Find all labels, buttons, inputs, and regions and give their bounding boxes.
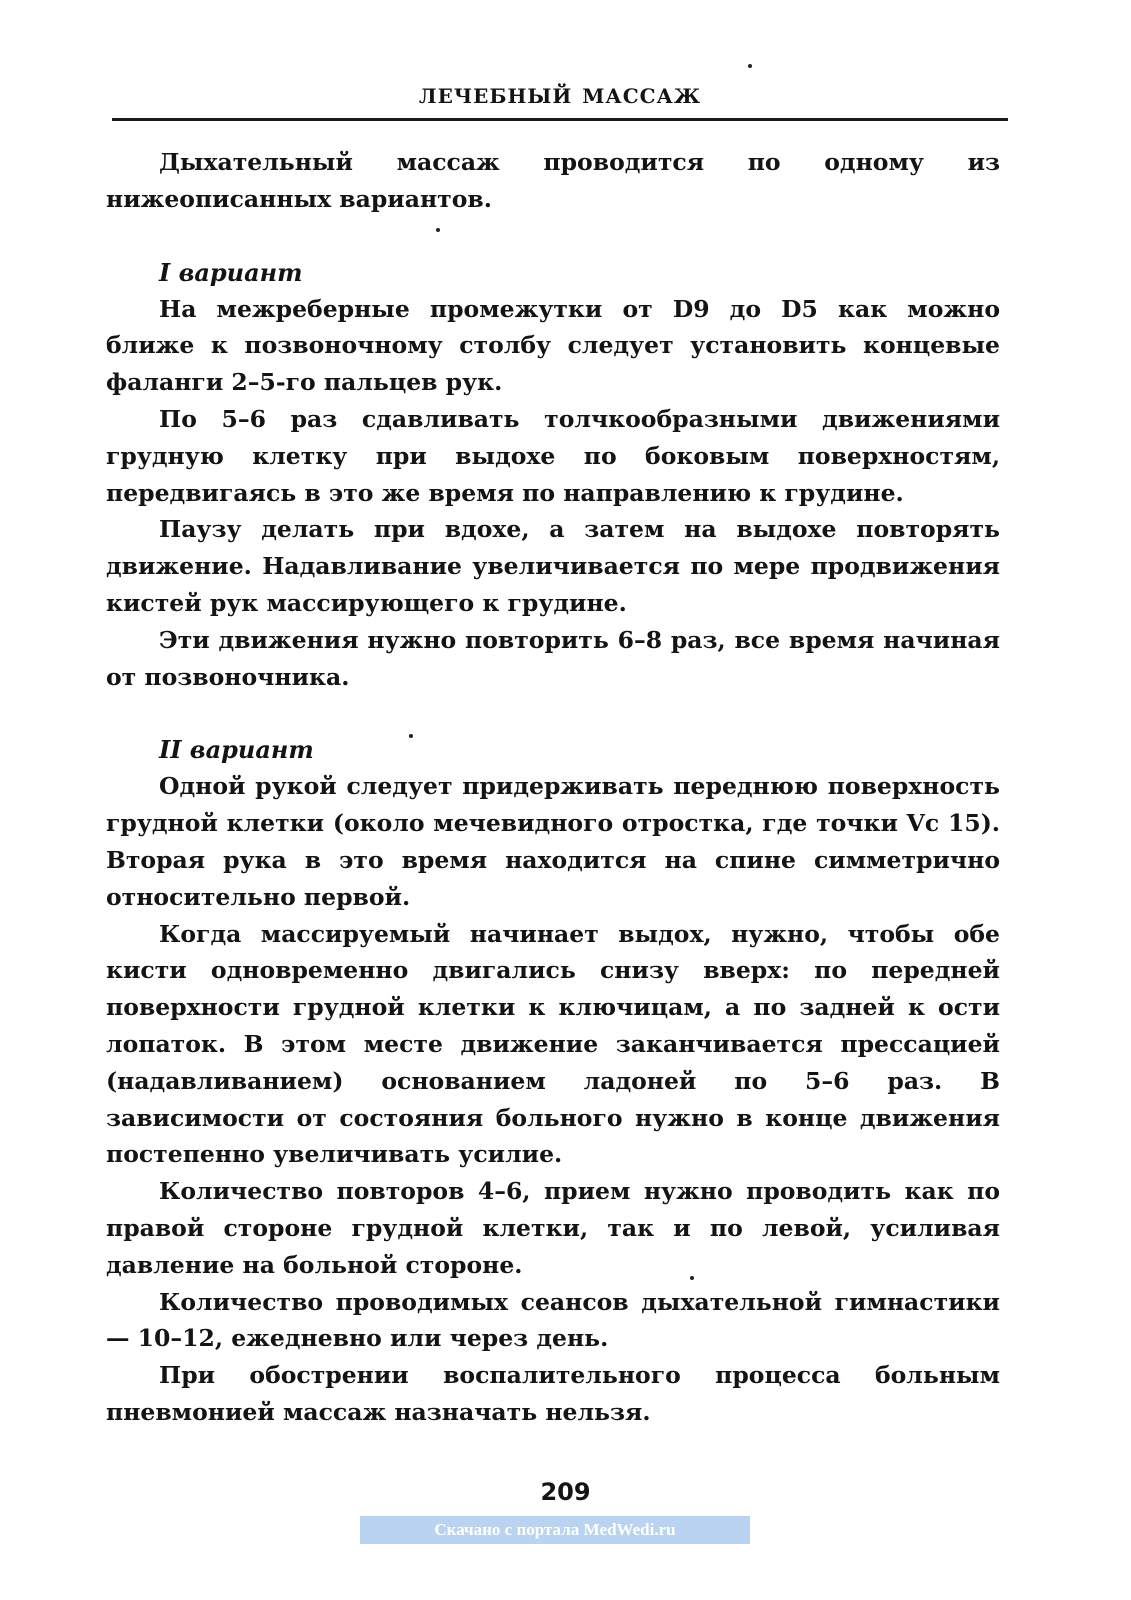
main-text	[106, 144, 1000, 1431]
page-number: 209	[540, 1478, 591, 1506]
variant-2-paragraph: Одной рукой следует придерживать переднюю поверхность грудной клетки (около мечевидного отростка, где точки Vc 15). Вторая рука в это время находится на спине симметрично относительно первой.	[106, 772, 1000, 911]
variant-1-paragraph: По 5–6 раз сдавливать толчкообразными движениями грудную клетку при выдохе по боковым поверхностям, передвигаясь в это же время по направлению к грудине.	[106, 404, 1000, 507]
running-head-word-1: ЛЕЧЕБНЫЙ	[418, 84, 573, 108]
variant-2-heading: II вариант	[159, 735, 314, 765]
running-head-word-2: МАССАЖ	[582, 84, 702, 108]
header-rule	[112, 118, 1008, 121]
variant-1-paragraph: Паузу делать при вдохе, а затем на выдохе повторять движение. Надавливание увеличивается по мере продвижения кистей рук массирующего к грудине.	[106, 515, 1000, 617]
intro-paragraph: Дыхательный массаж проводится по одному из нижеописанных вариантов.	[106, 148, 1000, 213]
scan-speck	[748, 64, 752, 68]
variant-1-paragraph: Эти движения нужно повторить 6–8 раз, все время начиная от позвоночника.	[106, 625, 1000, 691]
variant-2-paragraph: Когда массируемый начинает выдох, нужно, чтобы обе кисти одновременно двигались снизу вверх: по передней поверхности грудной клетки к ключицам, а по задней к ости лопаток. В этом месте движение заканчивается прессацией (надавливанием) основанием ладоней по 5–6 раз. В зависимости от состояния больного нужно в конце движения постепенно увеличивать усилие.	[106, 919, 1000, 1169]
variant-2-paragraph: При обострении воспалительного процесса больным пневмонией массаж назначать нельзя.	[106, 1361, 1000, 1426]
watermark-banner[interactable]: Скачано с портала MedWedi.ru	[360, 1516, 750, 1544]
variant-2-paragraph: Количество проводимых сеансов дыхательной гимнастики — 10–12, ежедневно или через день.	[106, 1287, 1000, 1353]
running-head	[112, 84, 1008, 108]
variant-1-heading: I вариант	[159, 257, 303, 287]
variant-1-paragraph: На межреберные промежутки от D9 до D5 как можно ближе к позвоночному столбу следует установить концевые фаланги 2–5-го пальцев рук.	[106, 294, 1000, 397]
variant-2-paragraph: Количество повторов 4–6, прием нужно проводить как по правой стороне грудной клетки, так и по левой, усиливая давление на больной стороне.	[106, 1177, 1000, 1279]
